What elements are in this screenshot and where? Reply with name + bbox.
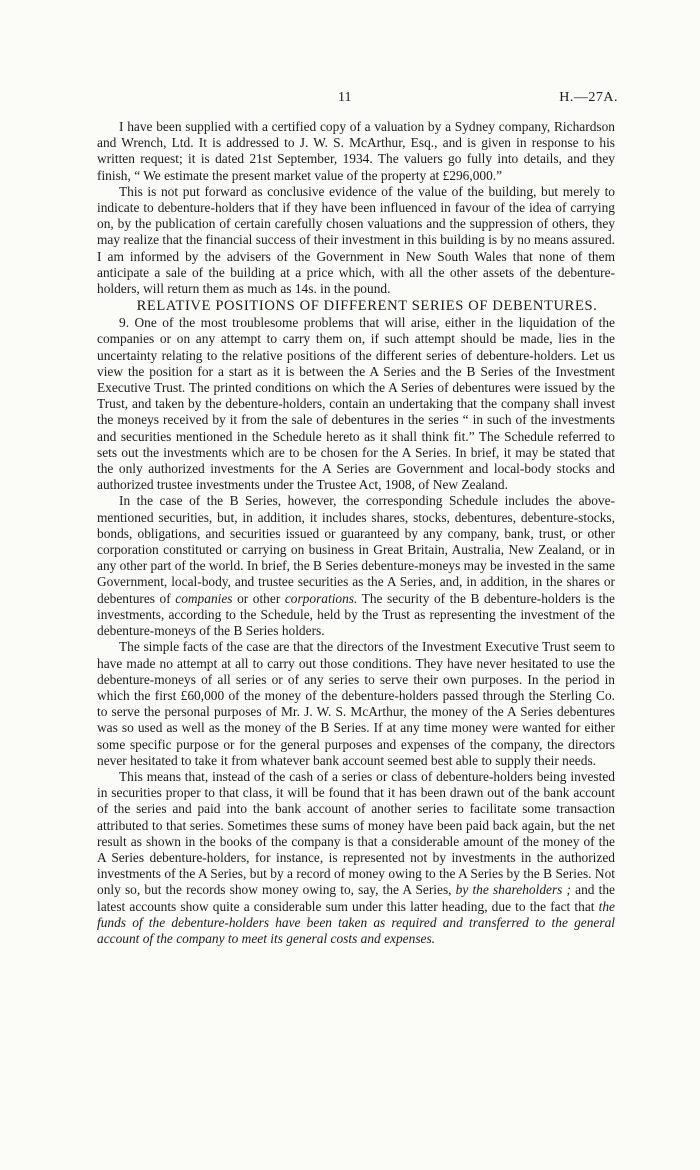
italic-companies: companies: [175, 590, 233, 606]
paragraph-evidence: This is not put forward as conclusive evidence of the value of the building, but merely to indicate to debenture-holders that if they have been influenced in favour of the idea of carrying on, by the publication of certain carefully chosen valuations and the suppression of others, they may realize that the financial success of their investment in this building is by no means assured. I am informed by the advisers of the Government in New South Wales that none of them anticipate a sale of the building at a price which, with all the other assets of the debenture-holders, will return them as much as 14s. in the pound.: [97, 183, 616, 297]
paragraph-b-series-text-a: In the case of the B Series, however, the corresponding Schedule includes the above-mentioned securities, but, in addition, it includes shares, stocks, debentures, debenture-stocks, bonds, obligations, and securities issued or guaranteed by any company, bank, trust, or other corporation constituted or carrying on business in Great Britain, Australia, New Zealand, or in any other part of the world. In brief, the B Series debenture-moneys may be invested in the same Government, local-body, and trustee securities as the A Series, and, in addition, in the shares or debentures of: [97, 493, 615, 606]
paragraph-simple-facts: The simple facts of the case are that the directors of the Investment Executive Trust seem to have made no attempt at all to carry out those conditions. They have never hesitated to use the debenture-moneys of all series or of any series to serve their own purposes. In the period in which the first £60,000 of the money of the debenture-holders passed through the Sterling Co. to serve the personal purposes of Mr. J. W. S. McArthur, the money of the A Series debentures was so used as well as the money of the B Series. If at any time money were wanted for either some specific purpose or for the general purposes and expenses of the company, the directors never hesitated to take it from whatever bank account seemed best able to supply their needs.: [97, 639, 615, 768]
document-reference: H.—27A.: [559, 90, 618, 105]
italic-funds-taken: the funds of the debenture-holders have been taken as required and transferred to the general account of the company to meet its general costs and expenses.: [97, 898, 615, 946]
paragraph-b-series: [97, 493, 615, 639]
paragraph-b-series-text-b: or other: [237, 590, 281, 606]
paragraph-this-means-text-b: and the latest accounts show quite a considerable sum under this latter heading, due to the fact that: [97, 882, 615, 914]
paragraph-this-means-text-a: This means that, instead of the cash of a series or class of debenture-holders being invested in securities proper to that class, it will be found that it has been drawn out of the bank account of the series and paid into the bank account of another series to facilitate some transaction attributed to that series. Sometimes these sums of money have been paid back again, but the net result as shown in the books of the company is that a considerable amount of the money of the A Series debenture-holders, for instance, is represented not by investments in the authorized investments of the A Series, but by a record of money owing to the A Series by the B Series. Not only so, but the records show money owing to, say, the A Series,: [97, 768, 615, 898]
italic-corporations: corporations.: [284, 590, 358, 606]
page-number: 11: [338, 90, 352, 105]
italic-by-shareholders: by the shareholders ;: [455, 882, 571, 898]
paragraph-b-series-text-c: The security of the B debenture-holders is the investments, according to the Schedule, held by the Trust as representing the investment of the debenture-moneys of the B Series holders.: [97, 590, 616, 639]
section-heading: RELATIVE POSITIONS OF DIFFERENT SERIES OF DEBENTURES.: [136, 298, 598, 315]
page-header: [0, 90, 700, 110]
document-body: [97, 119, 615, 947]
paragraph-9: 9. One of the most troublesome problems that will arise, either in the liquidation of the companies or on any attempt to carry them on, if such attempt should be made, lies in the uncertainty relating to the relative positions of the different series of debenture-holders. Let us view the position for a start as it is between the A Series and the B Series of the Investment Executive Trust. The printed conditions on which the A Series of debentures were issued by the Trust, and taken by the debenture-holders, contain an undertaking that the company shall invest the moneys received by it from the sale of debentures in the series “ in such of the investments and securities mentioned in the Schedule hereto as it shall think fit.” The Schedule referred to sets out the investments which are to be chosen for the A Series. In brief, it may be stated that the only authorized investments for the A Series are Government and local-body stocks and authorized trustee investments under the Trustee Act, 1908, of New Zealand.: [97, 315, 615, 493]
paragraph-this-means: [97, 769, 615, 947]
paragraph-valuation: I have been supplied with a certified copy of a valuation by a Sydney company, Richardson and Wrench, Ltd. It is addressed to J. W. S. McArthur, Esq., and is given in response to his written request; it is dated 21st September, 1934. The valuers go fully into details, and they finish, “ We estimate the present market value of the property at £296,000.”: [97, 119, 615, 183]
